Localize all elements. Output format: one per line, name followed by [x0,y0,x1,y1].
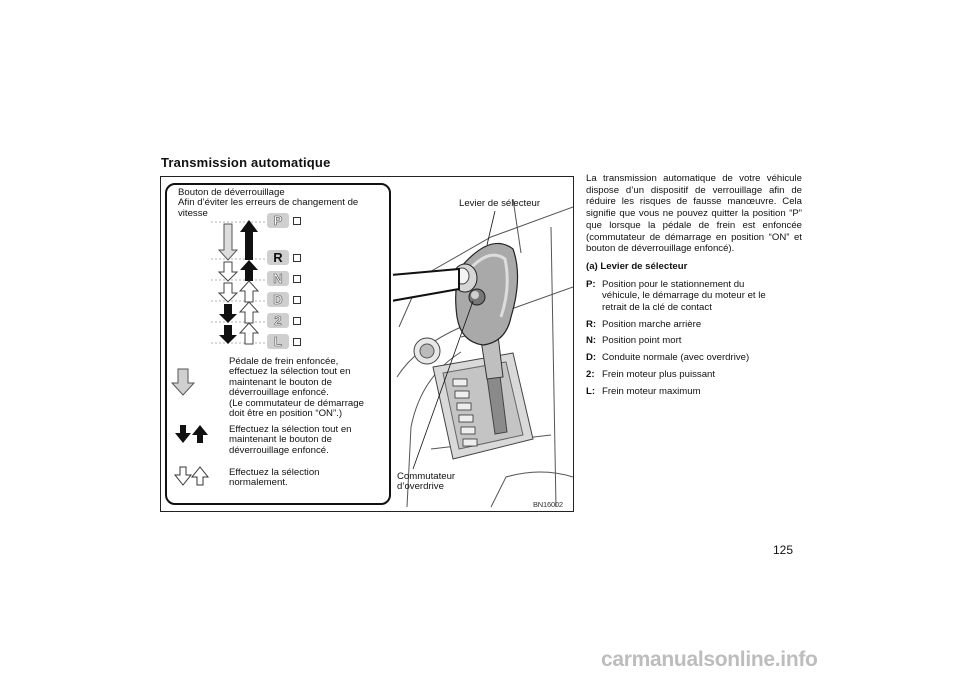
body-text [586,173,802,402]
watermark: carmanualsonline.info [601,648,818,671]
list-item: L: Frein moteur maximum [586,385,701,397]
legend-icons [171,367,215,497]
shift-pattern-arrows [191,212,341,357]
legend-solid-up-arrow-icon [192,425,208,443]
legend-solid-down-arrow-icon [175,425,191,443]
section-title: Transmission automatique [161,155,331,170]
figure-code: BN16002 [533,500,563,509]
legend-hollow-gray-arrow-icon [172,369,194,395]
indicator-lamp [293,254,301,262]
indicator-lamp [293,338,301,346]
indicator-lamp [293,317,301,325]
list-item: D: Conduite normale (avec overdrive) [586,352,750,364]
list-item: R: Position marche arrière [586,318,702,330]
list-item: 2: Frein moteur plus puissant [586,368,716,380]
overdrive-label: Commutateur d’overdrive [397,471,456,493]
release-button-callout: Bouton de déverrouillage Afin d’éviter les erreurs de changement de vitesse [178,187,359,219]
indicator-lamp [293,296,301,304]
subheading: (a) Levier de sélecteur [586,260,688,272]
legend-brake-text: Pédale de frein enfoncée, effectuez la sélection tout en maintenant le bouton de déverrouillage enfoncé. (Le commutateur de démarrage doit être en position “ON”.) [229,356,364,420]
legend-hollow-up-arrow-icon [192,467,208,485]
lever-label: Levier de sélecteur [459,198,541,209]
indicator-lamp [293,217,301,225]
list-item: N: Position point mort [586,335,682,347]
legend-button-text: Effectuez la sélection tout en maintenant le bouton de déverrouillage enfoncé. [229,424,352,456]
legend-hollow-down-arrow-icon [175,467,191,485]
shift-lever-figure: Bouton de déverrouillage Afin d’éviter les erreurs de changement de vitesse P R N D 2 L Pédale de frein enfoncée, effectuez la sélection tout en maintenant le bouton de déverrouillage enfoncé. (Le commutateur de démarrage doit être en position “ON”.) Effectuez la sélection tout en maintenant le bouton de déverrouillage enfoncé. Effectuez la sélection normalement. Levier de sélecteur Commutateur d’overdrive BN16002 [160,176,574,512]
list-item: P: Position pour le stationnement du véhicule, le démarrage du moteur et le retrait de la clé de contact [586,278,766,314]
page-number: 125 [773,543,794,557]
intro-paragraph: La transmission automatique de votre véhicule dispose d’un dispositif de verrouillage afin de réduire les risques de fausse manœuvre. Cela signifie que vous ne pouvez quitter la position “P” que lorsque la pédale de frein est enfoncée (commutateur de démarrage en position “ON” et bouton de déverrouillage enfoncé). [586,173,802,255]
indicator-lamp [293,275,301,283]
legend-normal-text: Effectuez la sélection normalement. [229,467,320,489]
